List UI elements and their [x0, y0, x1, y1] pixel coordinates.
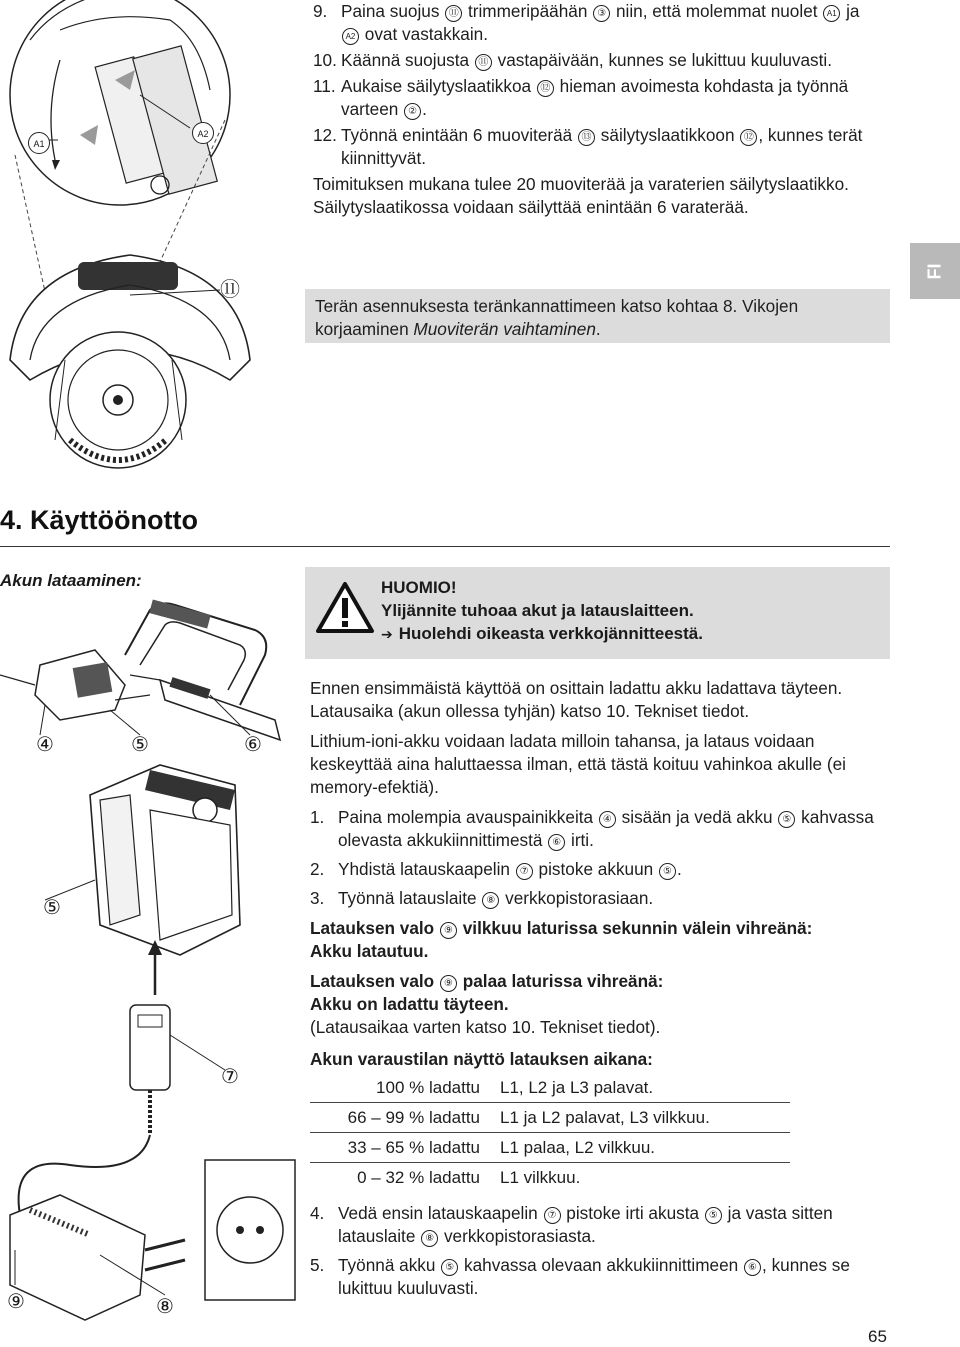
- status-table-title: Akun varaustilan näyttö latauksen aikana:: [310, 1049, 653, 1069]
- step-text: Paina molempia avauspainikkeita ④ sisään ja vedä akku ⑤ kahvassa olevasta akkukiinnittimestä ⑥ irti.: [338, 807, 874, 850]
- warning-title: HUOMIO!: [381, 578, 457, 597]
- circled-reference: ⑬: [578, 129, 595, 146]
- warning-triangle-icon: [315, 581, 375, 635]
- step-text: Yhdistä latauskaapelin ⑦ pistoke akkuun ⑤ .: [338, 859, 682, 879]
- circled-reference: ②: [404, 103, 421, 120]
- step-text: Vedä ensin latauskaapelin ⑦ pistoke irti akusta ⑤ ja vasta sitten latauslaite ⑧ verkkopistorasiasta.: [338, 1203, 833, 1246]
- circled-reference: ⑫: [537, 80, 554, 97]
- step-item: [310, 858, 880, 881]
- circled-reference: ⑤: [659, 863, 676, 880]
- step-number: 10.: [313, 50, 337, 70]
- charging-subheading: Akun lataaminen:: [0, 571, 142, 590]
- circled-reference: ⑤: [441, 1259, 458, 1276]
- circled-9: ⑨: [440, 922, 457, 939]
- status-state: L1 vilkkuu.: [496, 1163, 790, 1193]
- callout-11: ⑪: [220, 279, 240, 301]
- status-level: 66 – 99 % ladattu: [310, 1103, 496, 1133]
- charging-instructions: [310, 677, 880, 1300]
- status-row: [310, 1133, 790, 1163]
- step-number: 9.: [313, 1, 328, 21]
- step-item: [310, 806, 880, 852]
- section-rule: [0, 546, 890, 547]
- circled-reference: ⑧: [482, 892, 499, 909]
- delivery-note: Toimituksen mukana tulee 20 muoviterää ja varaterien säilytyslaatikko. Säilytyslaatikossa voidaan säilyttää enintään 6 varaterää.: [313, 174, 849, 217]
- circled-reference: ③: [593, 5, 610, 22]
- step-number: 2.: [310, 859, 325, 879]
- circled-reference: ⑤: [778, 811, 795, 828]
- step-text: Paina suojus ⑪ trimmeripäähän ③ niin, että molemmat nuolet A1 ja A2 ovat vastakkain.: [341, 1, 860, 44]
- status-row: [310, 1163, 790, 1193]
- step-number: 11.: [313, 76, 336, 96]
- status-level: 33 – 65 % ladattu: [310, 1133, 496, 1163]
- callout-5-mid: ⑤: [43, 897, 61, 919]
- step-text: Työnnä enintään 6 muoviterää ⑬ säilytyslaatikkoon ⑫ , kunnes terät kiinnittyvät.: [341, 125, 863, 168]
- top-steps-list: [313, 0, 873, 219]
- callout-9: ⑨: [7, 1291, 25, 1313]
- step-number: 12.: [313, 125, 337, 145]
- circled-reference: ⑧: [421, 1230, 438, 1247]
- step-number: 5.: [310, 1255, 325, 1275]
- reference-note-box: [305, 289, 890, 343]
- status-state: L1, L2 ja L3 palavat.: [500, 1078, 654, 1097]
- callout-7: ⑦: [221, 1066, 239, 1088]
- figure-charging: [0, 595, 300, 1325]
- warning-box: [305, 567, 890, 659]
- status-state: L1 palaa, L2 vilkkuu.: [496, 1133, 790, 1163]
- callout-5-top: ⑤: [131, 734, 149, 756]
- status-level: 100 % ladattu: [376, 1078, 480, 1097]
- step-text: Käännä suojusta ⑪ vastapäivään, kunnes se lukittuu kuuluvasti.: [341, 50, 833, 70]
- callout-a1: A1: [28, 132, 50, 154]
- arrow-right-icon: ➔: [381, 626, 393, 642]
- ref-text-2: .: [595, 319, 601, 339]
- ref-italic: Muoviterän vaihtaminen: [413, 319, 596, 339]
- charge-steps-list: [310, 806, 880, 910]
- step-number: 4.: [310, 1203, 325, 1223]
- figure-trimmer-head: [0, 0, 300, 480]
- section-heading: 4. Käyttöönotto: [0, 505, 198, 535]
- callout-a2: A2: [192, 122, 214, 144]
- language-tab: FI: [910, 243, 960, 299]
- warning-line2: Huolehdi oikeasta verkkojännitteestä.: [398, 624, 703, 643]
- step-item: [310, 887, 880, 910]
- circled-reference: ⑥: [548, 834, 565, 851]
- circled-reference: ⑪: [475, 54, 492, 71]
- step-item: [313, 124, 873, 170]
- step-number: 3.: [310, 888, 325, 908]
- step-text: Aukaise säilytyslaatikkoa ⑫ hieman avoimesta kohdasta ja työnnä varteen ② .: [341, 76, 849, 119]
- step-item: [313, 75, 873, 121]
- step-text: Työnnä akku ⑤ kahvassa olevaan akkukiinnittimeen ⑥ , kunnes se lukittuu kuuluvasti.: [338, 1255, 850, 1298]
- final-steps-list: [310, 1202, 880, 1300]
- step-number: 1.: [310, 807, 325, 827]
- trimmer-head-illustration: [0, 0, 300, 480]
- step-item: [310, 1254, 880, 1300]
- step-text: Työnnä latauslaite ⑧ verkkopistorasiaan.: [338, 888, 654, 908]
- circled-reference: A1: [823, 5, 840, 22]
- circled-reference: ④: [599, 811, 616, 828]
- circled-reference: ⑫: [740, 129, 757, 146]
- paragraph-first-use: Ennen ensimmäistä käyttöä on osittain ladattu akku ladattava täyteen. Latausaika (akun ollessa tyhjän) katso 10. Tekniset tiedot.: [310, 678, 843, 721]
- circled-reference: ⑦: [516, 863, 533, 880]
- callout-6: ⑥: [244, 734, 262, 756]
- step-item: [313, 49, 873, 72]
- paragraph-lithium: Lithium-ioni-akku voidaan ladata milloin tahansa, ja lataus voidaan keskeyttää aina haluttaessa ilman, että tästä koituu vahinkoa akulle (ei memory-efektiä).: [310, 731, 846, 797]
- circled-9: ⑨: [440, 975, 457, 992]
- status-level: 0 – 32 % ladattu: [310, 1163, 496, 1193]
- charge-status-table: [310, 1073, 790, 1192]
- circled-reference: ⑪: [445, 5, 462, 22]
- page-number: 65: [868, 1327, 887, 1346]
- charging-illustration: [0, 595, 300, 1325]
- circled-reference: ⑤: [705, 1207, 722, 1224]
- circled-reference: ⑦: [544, 1207, 561, 1224]
- ref-text-1: Terän asennuksesta teränkannattimeen katso kohtaa 8. Vikojen korjaaminen: [315, 296, 799, 339]
- circled-reference: ⑥: [744, 1259, 761, 1276]
- led-steady-note: Latauksen valo ⑨ palaa laturissa vihreänä: Akku on ladattu täyteen. (Latausaikaa varten katso 10. Tekniset tiedot).: [310, 971, 664, 1037]
- callout-8: ⑧: [156, 1296, 174, 1318]
- status-row: [310, 1103, 790, 1133]
- led-blinking-note: Latauksen valo ⑨ vilkkuu laturissa sekunnin välein vihreänä: Akku latautuu.: [310, 918, 813, 961]
- status-state: L1 ja L2 palavat, L3 vilkkuu.: [496, 1103, 790, 1133]
- callout-4: ④: [36, 734, 54, 756]
- step-item: [310, 1202, 880, 1248]
- circled-reference: A2: [342, 28, 359, 45]
- status-row: [310, 1073, 790, 1103]
- step-item: [313, 0, 873, 46]
- warning-line1: Ylijännite tuhoaa akut ja latauslaitteen.: [381, 601, 694, 620]
